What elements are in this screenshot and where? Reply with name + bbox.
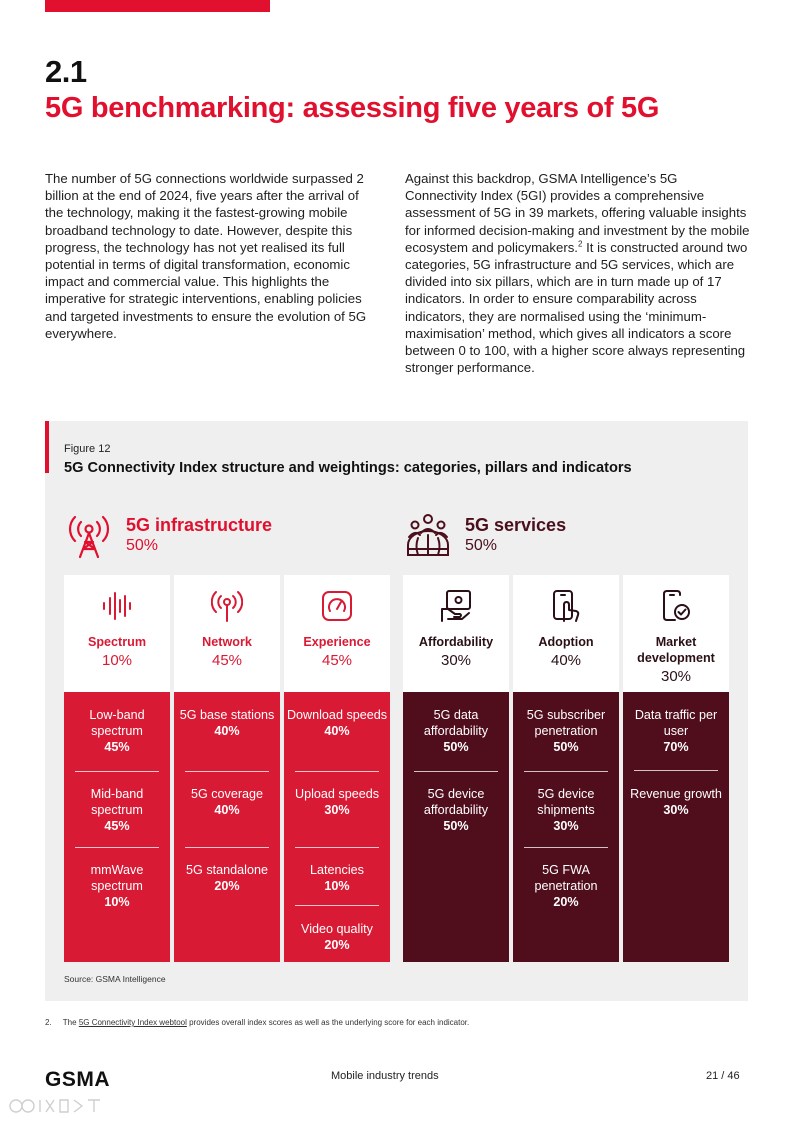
indicator-name: Download speeds: [286, 708, 388, 722]
indicator-name: Low-band spectrum: [89, 708, 145, 738]
indicator-item: [513, 707, 619, 755]
pillar-header: [623, 575, 729, 692]
indicator-item: [623, 786, 729, 818]
pillar-header: [403, 575, 509, 692]
spectrum-icon: [101, 589, 133, 623]
indicator-item: [284, 786, 390, 818]
indicator-name: 5G coverage: [190, 787, 264, 801]
hand-money-icon: [440, 589, 472, 623]
indicator-divider: [75, 771, 159, 772]
category-name: 5G infrastructure: [126, 515, 273, 535]
pillar-name: Affordability: [418, 635, 494, 649]
pillar-name: Experience: [303, 635, 371, 649]
indicator-divider: [185, 771, 269, 772]
category-weight: 50%: [126, 537, 159, 554]
indicator-name: 5G standalone: [186, 863, 268, 877]
pillar-experience: [284, 575, 390, 962]
indicator-weight: 40%: [214, 803, 240, 817]
indicator-weight: 30%: [324, 803, 350, 817]
figure-source: Source: GSMA Intelligence: [64, 974, 166, 984]
pillar-header: [64, 575, 170, 692]
category-weight: 50%: [465, 537, 498, 554]
gsma-logo[interactable]: [45, 1066, 143, 1090]
indicator-weight: 20%: [553, 895, 579, 909]
footer-report-title: Mobile industry trends: [331, 1070, 439, 1082]
indicator-name: 5G device affordability: [423, 787, 489, 817]
indicator-name: mmWave spectrum: [90, 863, 144, 893]
figure-accent-bar: [45, 421, 49, 473]
indicator-item: [284, 862, 390, 894]
indicator-list: [174, 692, 280, 962]
indicator-weight: 40%: [214, 724, 240, 738]
indicator-name: 5G base stations: [179, 708, 275, 722]
footnote-number: 2.: [45, 1018, 52, 1027]
section-title: 5G benchmarking: assessing five years of 5G: [45, 92, 660, 124]
indicator-item: [513, 862, 619, 910]
indicator-weight: 50%: [443, 819, 469, 833]
indicator-list: [623, 692, 729, 962]
section-number: 2.1: [45, 54, 87, 89]
indicator-weight: 10%: [104, 895, 130, 909]
indicator-weight: 70%: [663, 740, 689, 754]
pillar-network: [174, 575, 280, 962]
phone-tap-icon: [550, 589, 582, 623]
pillar-name: Market development: [637, 635, 715, 665]
indicator-weight: 50%: [553, 740, 579, 754]
indicator-name: 5G data affordability: [423, 708, 489, 738]
pillar-name: Spectrum: [87, 635, 147, 649]
pillar-market-development: [623, 575, 729, 962]
indicator-item: [64, 862, 170, 910]
top-accent-bar: [45, 0, 270, 12]
indicator-item: [403, 707, 509, 755]
footnote-text-pre: The: [62, 1018, 79, 1027]
indicator-weight: 45%: [104, 740, 130, 754]
indicator-divider: [185, 847, 269, 848]
indicator-item: [403, 786, 509, 834]
category-name: 5G services: [465, 515, 567, 535]
indicator-name: Mid-band spectrum: [90, 787, 144, 817]
indicator-name: Revenue growth: [630, 787, 722, 801]
indicator-divider: [524, 847, 608, 848]
body-text-right-part1: Against this backdrop, GSMA Intelligence’s 5G Connectivity Index (5GI) provides a comprehensive assessment of 5G in 39 markets, offering valuable insights for informed decision-making and investment by the mobile ecosystem and policymakers.: [405, 171, 750, 255]
pillar-header: [174, 575, 280, 692]
indicator-divider: [414, 771, 498, 772]
indicator-weight: 20%: [324, 938, 350, 952]
footnote-text-post: provides overall index scores as well as the underlying score for each indicator.: [186, 1018, 470, 1027]
figure-title: 5G Connectivity Index structure and weightings: categories, pillars and indicators: [64, 460, 632, 476]
watermark-logo: [8, 1095, 108, 1117]
webtool-link[interactable]: 5G Connectivity Index webtool: [78, 1018, 187, 1027]
indicator-item: [284, 921, 390, 953]
pillar-affordability: [403, 575, 509, 962]
pillar-header: [284, 575, 390, 692]
indicator-name: 5G device shipments: [537, 787, 595, 817]
figure-panel: [45, 421, 748, 1001]
indicator-divider: [295, 847, 379, 848]
cell-tower-icon: [64, 511, 114, 561]
indicator-weight: 20%: [214, 879, 240, 893]
page-number: 21 / 46: [706, 1070, 740, 1082]
indicator-item: [174, 862, 280, 894]
body-text-left: The number of 5G connections worldwide surpassed 2 billion at the end of 2024, five years after the arrival of the technology, making it the fastest-growing mobile broadband technology to date. However, despite this progress, the technology has not yet realised its full potential in terms of digital transformation, economic impact and commercial value. This highlights the imperative for strategic interventions, enabling policies and targeted investments to ensure the evolution of 5G everywhere.: [45, 171, 367, 341]
body-text-right-part2: It is constructed around two categories, 5G infrastructure and 5G services, which are divided into six pillars, which are in turn made up of 17 indicators. In order to ensure comparability across indicators, they are normalised using the ‘minimum-maximisation’ method, which gives all indicators a score between 0 to 100, with a higher score always representing stronger performance.: [405, 239, 748, 376]
footnote: [45, 1018, 469, 1027]
indicator-item: [174, 786, 280, 818]
indicator-item: [174, 707, 280, 739]
indicator-name: Upload speeds: [294, 787, 380, 801]
pillar-weight: 30%: [660, 668, 692, 685]
indicator-item: [64, 786, 170, 834]
phone-check-icon: [660, 589, 692, 623]
pillar-weight: 10%: [101, 652, 133, 669]
indicator-weight: 30%: [663, 803, 689, 817]
antenna-icon: [211, 589, 243, 623]
indicator-name: 5G FWA penetration: [534, 863, 598, 893]
indicator-divider: [75, 847, 159, 848]
pillar-adoption: [513, 575, 619, 962]
indicator-divider: [524, 771, 608, 772]
indicator-list: [513, 692, 619, 962]
indicator-name: Video quality: [301, 922, 373, 936]
indicator-item: [513, 786, 619, 834]
indicator-divider: [295, 771, 379, 772]
pillar-spectrum: [64, 575, 170, 962]
people-globe-icon: [403, 511, 453, 561]
indicator-item: [64, 707, 170, 755]
footnote-ref[interactable]: 2: [577, 239, 583, 249]
indicator-item: [623, 707, 729, 755]
indicator-item: [284, 707, 390, 739]
pillar-header: [513, 575, 619, 692]
indicator-list: [64, 692, 170, 962]
indicator-name: Latencies: [310, 863, 364, 877]
figure-label: Figure 12: [64, 443, 111, 455]
pillar-weight: 40%: [550, 652, 582, 669]
indicator-weight: 30%: [553, 819, 579, 833]
pillar-weight: 45%: [321, 652, 353, 669]
indicator-list: [284, 692, 390, 962]
speedometer-icon: [321, 589, 353, 623]
pillar-weight: 45%: [211, 652, 243, 669]
indicator-divider: [634, 770, 718, 771]
indicator-weight: 45%: [104, 819, 130, 833]
gsma-logo-text: GSMA: [45, 1068, 110, 1090]
indicator-divider: [295, 905, 379, 906]
indicator-name: 5G subscriber penetration: [526, 708, 606, 738]
indicator-weight: 50%: [443, 740, 469, 754]
body-text-right: [405, 170, 750, 376]
pillar-name: Network: [202, 635, 252, 649]
pillar-weight: 30%: [440, 652, 472, 669]
indicator-name: Data traffic per user: [634, 708, 718, 738]
indicator-weight: 10%: [324, 879, 350, 893]
indicator-weight: 40%: [324, 724, 350, 738]
indicator-list: [403, 692, 509, 962]
pillar-name: Adoption: [538, 635, 594, 649]
